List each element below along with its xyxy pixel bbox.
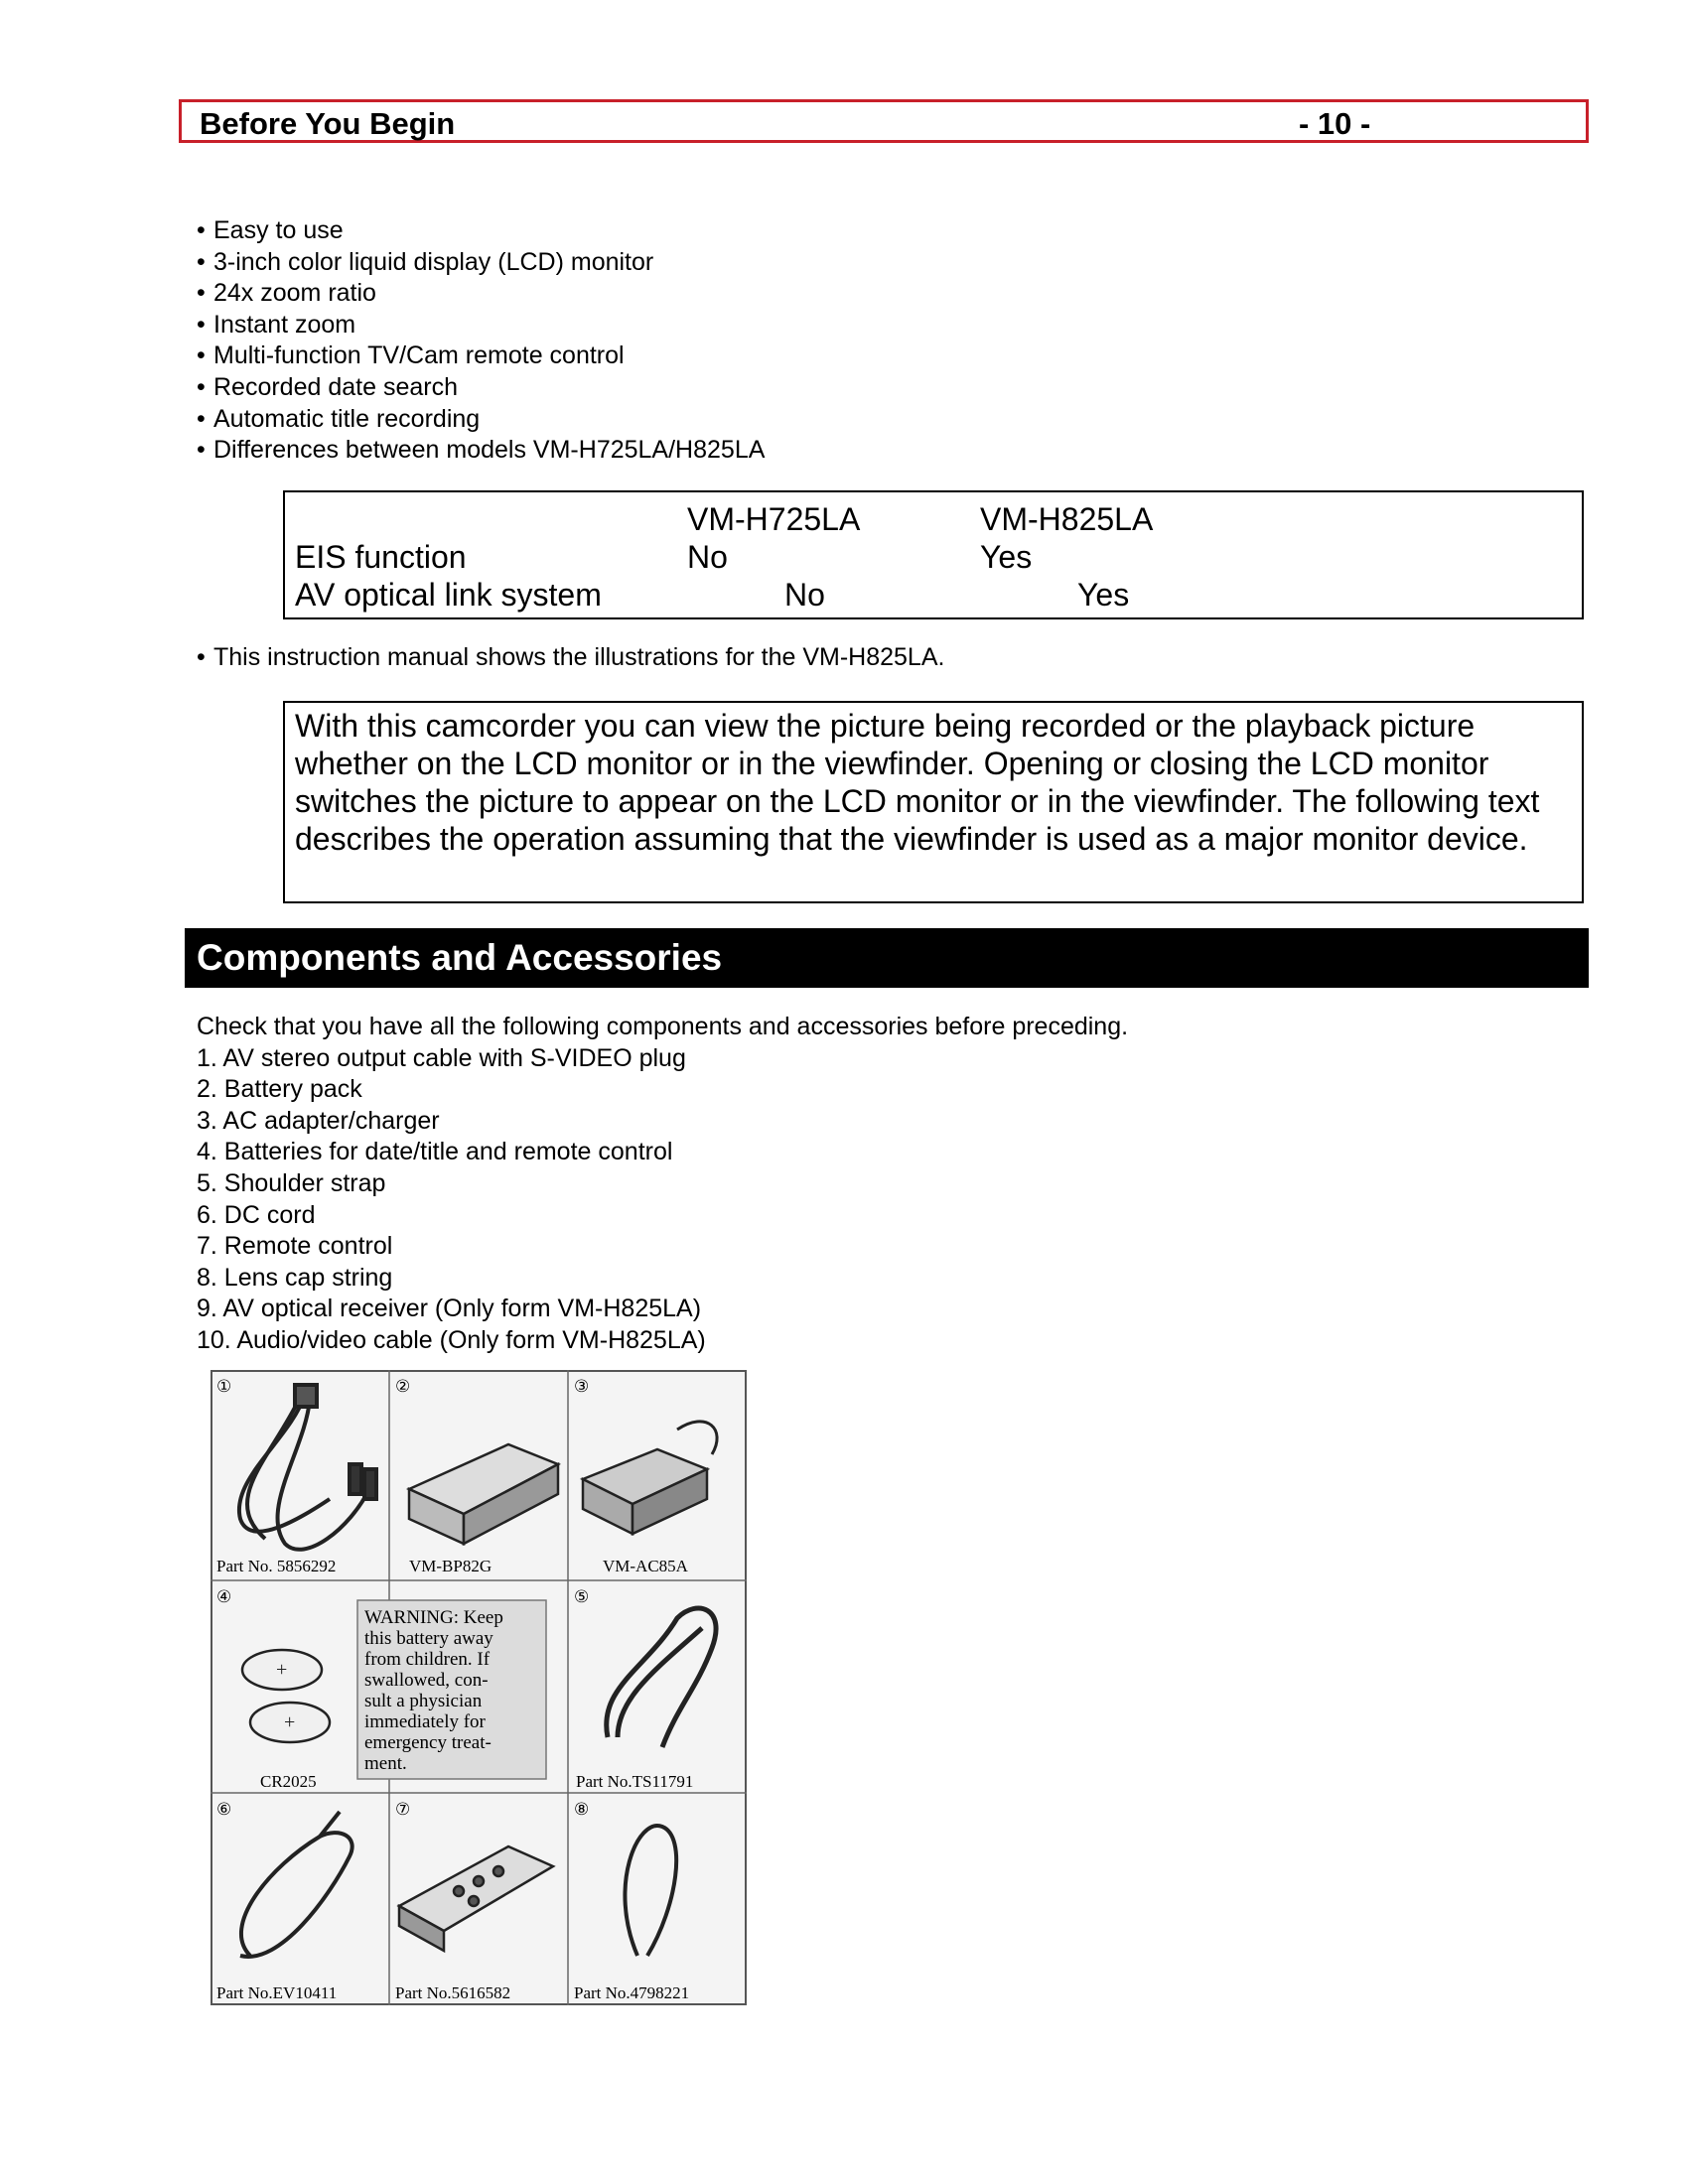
accessories-figure [211, 1370, 747, 2005]
figure-cell-label: Part No.5616582 [395, 1983, 511, 2002]
svg-text:sult a physician: sult a physician [364, 1691, 483, 1711]
list-item: 2. Battery pack [197, 1075, 362, 1104]
table-cell: Yes [980, 539, 1033, 575]
svg-text:+: + [276, 1659, 288, 1681]
list-item: 9. AV optical receiver (Only form VM-H825LA) [197, 1295, 702, 1323]
figure-cell-label: CR2025 [260, 1772, 317, 1791]
list-item: • 24x zoom ratio [197, 279, 376, 308]
svg-text:ment.: ment. [364, 1753, 407, 1774]
table-cell: Yes [1077, 577, 1130, 613]
header-title: Before You Begin [200, 106, 456, 141]
list-item: • Easy to use [197, 216, 344, 244]
figure-cell-number: ④ [216, 1587, 232, 1606]
list-item: 4. Batteries for date/title and remote control [197, 1138, 673, 1166]
table-cell: No [784, 577, 825, 613]
figure-cell-label: Part No.TS11791 [576, 1772, 694, 1791]
list-item: 3. AC adapter/charger [197, 1106, 440, 1135]
list-item: 5. Shoulder strap [197, 1168, 386, 1197]
figure-cell-label: VM-BP82G [409, 1557, 492, 1575]
table-header-row [285, 500, 1582, 538]
figure-cell-number: ⑤ [574, 1587, 590, 1606]
svg-text:+: + [284, 1711, 296, 1733]
figure-cell-number: ② [395, 1377, 411, 1396]
figure-cell-label: Part No.4798221 [574, 1983, 690, 2002]
svg-text:from children. If: from children. If [364, 1649, 491, 1670]
figure-cell-number: ⑦ [395, 1800, 411, 1819]
list-item: • Instant zoom [197, 310, 356, 339]
page-number: - 10 - [1299, 106, 1371, 141]
list-item: • Automatic title recording [197, 404, 481, 433]
figure-cell-number: ⑥ [216, 1800, 232, 1819]
check-intro: Check that you have all the following components and accessories before preceding. [197, 1013, 1129, 1040]
list-item: • This instruction manual shows the illustrations for the VM-H825LA. [197, 643, 945, 671]
column-header: VM-H825LA [980, 501, 1154, 537]
svg-text:swallowed, con-: swallowed, con- [364, 1670, 489, 1691]
table-cell: No [687, 539, 728, 575]
figure-cell-label: Part No. 5856292 [216, 1557, 337, 1575]
list-item: • Recorded date search [197, 372, 458, 401]
illustration-note-list [197, 642, 944, 674]
model-comparison-table [283, 490, 1584, 619]
figure-cell-number: ① [216, 1377, 232, 1396]
feature-list [197, 215, 765, 467]
list-item: 1. AV stereo output cable with S-VIDEO plug [197, 1043, 686, 1072]
list-item: 7. Remote control [197, 1232, 393, 1261]
svg-text:WARNING: Keep: WARNING: Keep [364, 1607, 503, 1628]
monitor-note-text: With this camcorder you can view the picture being recorded or the playback picture whether on the LCD monitor or in the viewfinder. Opening or closing the LCD monitor switches the picture to appear on the LCD monitor or in the viewfinder. The following text describes the operation assuming that the viewfinder is used as a major monitor device. [295, 708, 1540, 857]
svg-text:emergency treat-: emergency treat- [364, 1732, 492, 1753]
page-header [179, 99, 1589, 143]
figure-cell-label: Part No.EV10411 [216, 1983, 338, 2002]
accessories-list [197, 1012, 1128, 1357]
list-item: 6. DC cord [197, 1200, 316, 1229]
list-item: • Differences between models VM-H725LA/H825LA [197, 436, 766, 465]
monitor-note-box [283, 701, 1584, 903]
table-row [285, 538, 1582, 576]
figure-cell-number: ⑧ [574, 1800, 590, 1819]
svg-text:immediately for: immediately for [364, 1711, 486, 1732]
svg-text:this battery away: this battery away [364, 1628, 493, 1649]
table-row [285, 576, 1582, 614]
figure-cell-label: VM-AC85A [603, 1557, 688, 1575]
table-cell: AV optical link system [295, 577, 602, 613]
list-item: • 3-inch color liquid display (LCD) monitor [197, 247, 654, 276]
list-item: 8. Lens cap string [197, 1263, 393, 1292]
list-item: 10. Audio/video cable (Only form VM-H825LA) [197, 1325, 706, 1354]
figure-cell-number: ③ [574, 1377, 590, 1396]
column-header: VM-H725LA [687, 501, 861, 537]
section-heading: Components and Accessories [185, 928, 1589, 988]
table-cell: EIS function [295, 539, 467, 575]
list-item: • Multi-function TV/Cam remote control [197, 341, 625, 370]
